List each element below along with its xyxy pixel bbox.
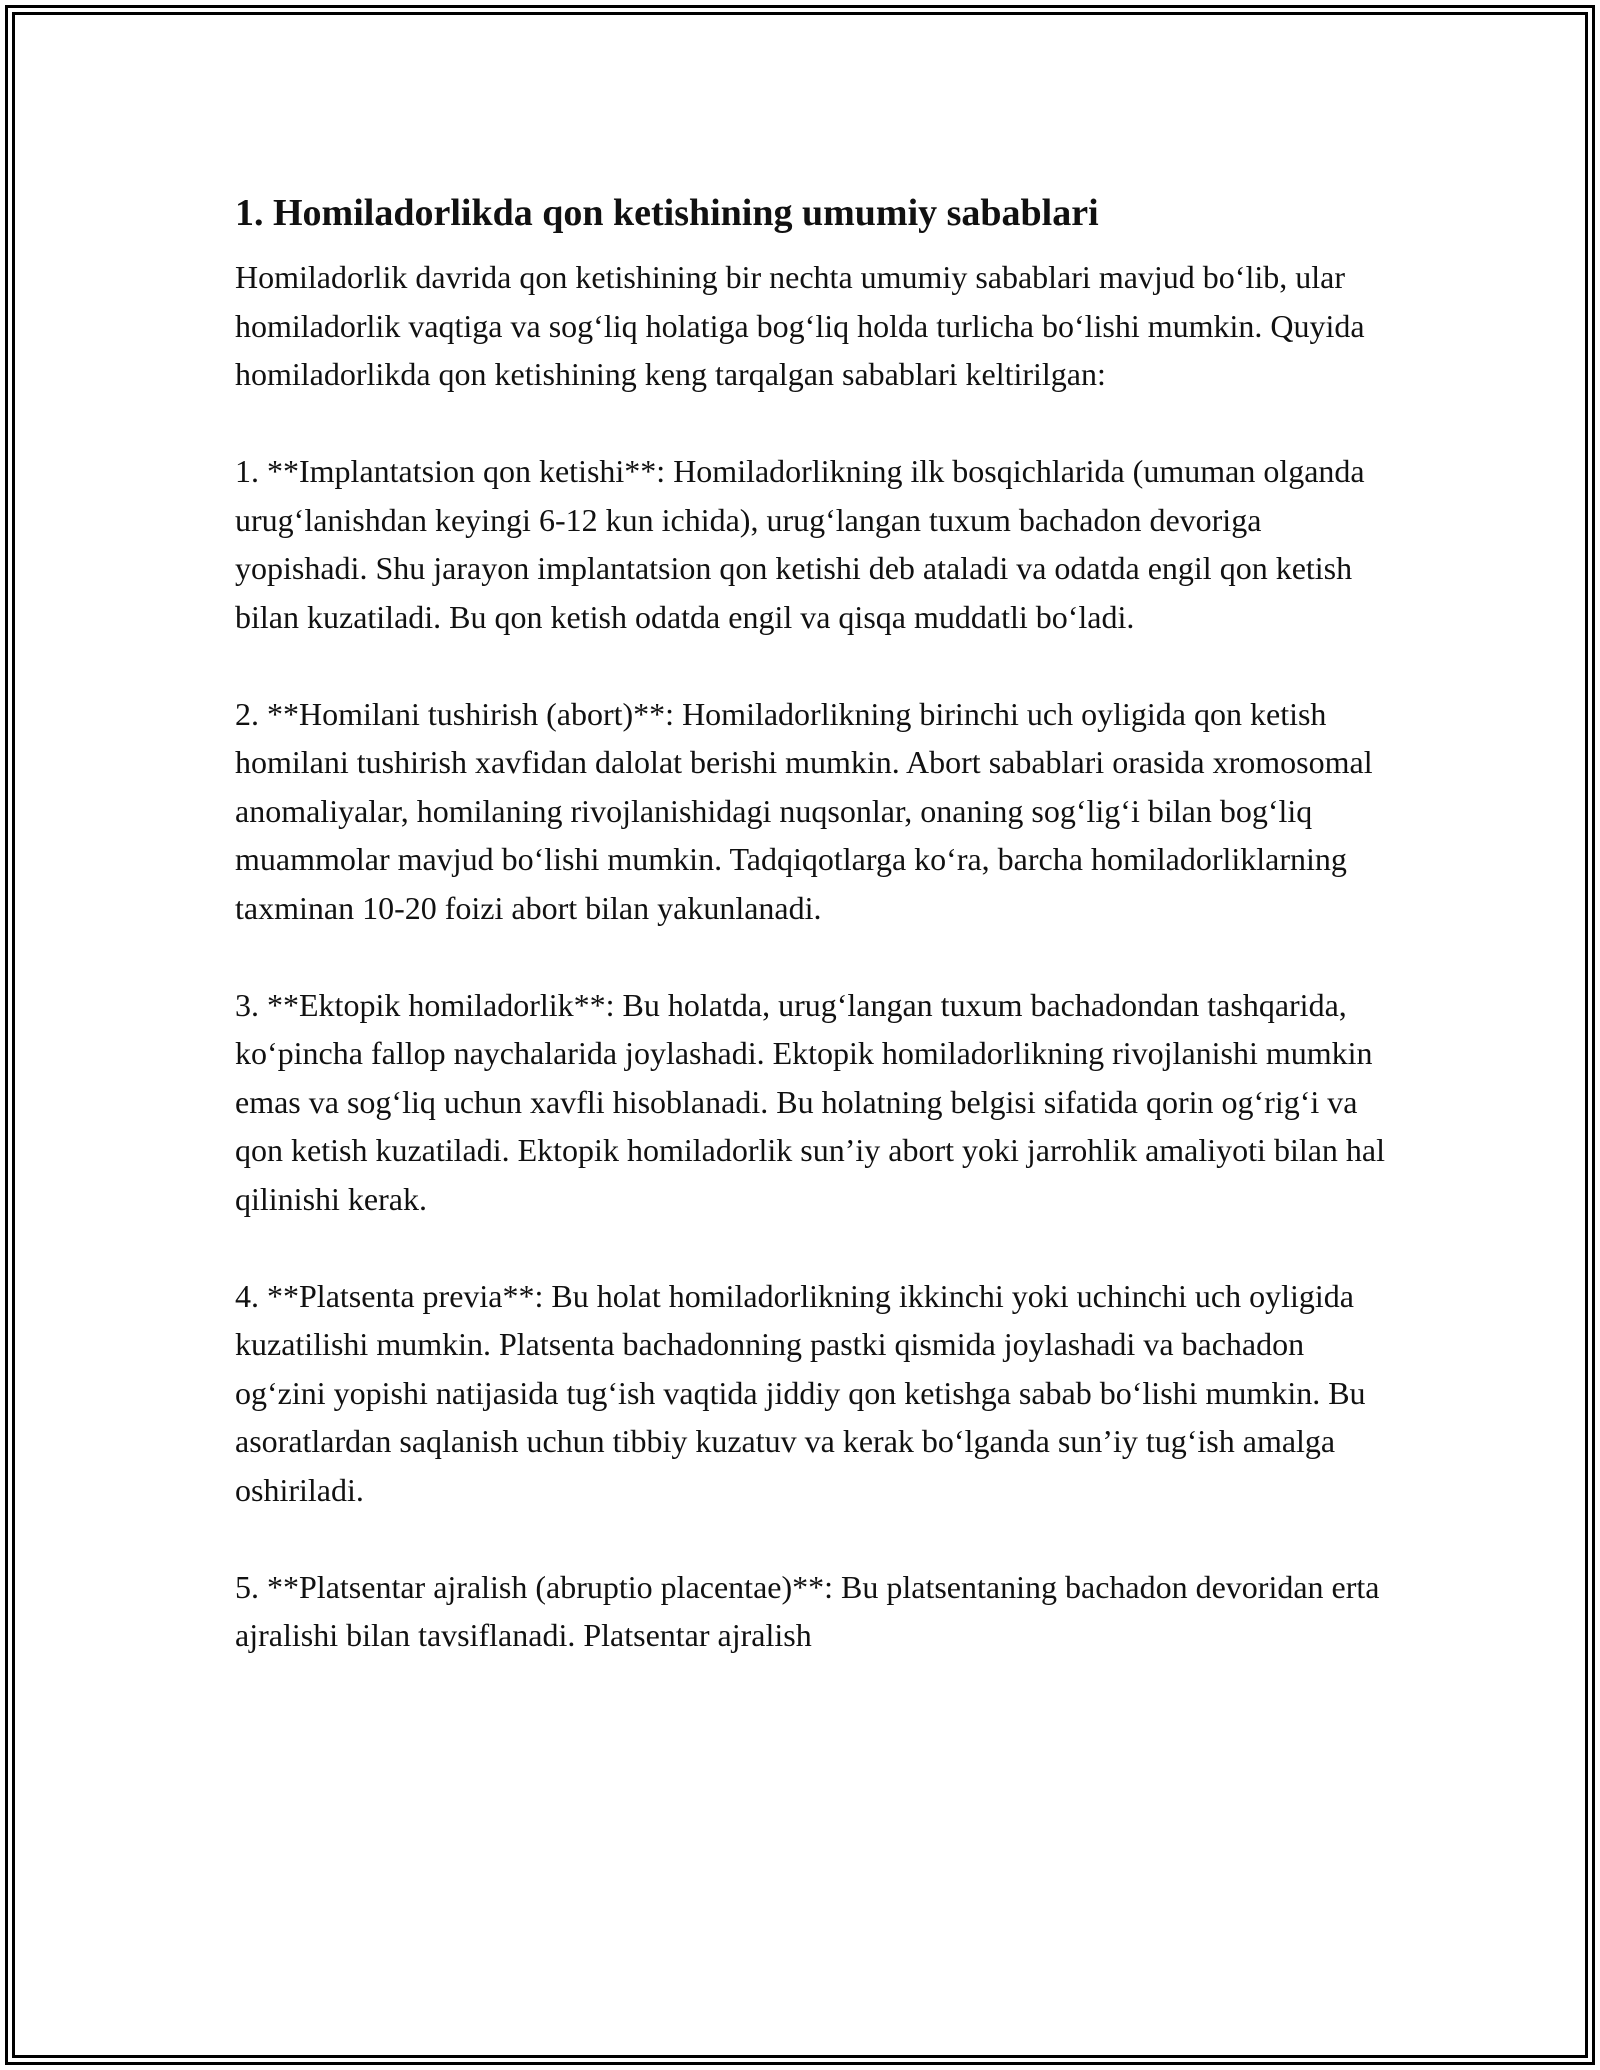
intro-paragraph: Homiladorlik davrida qon ketishining bir nechta umumiy sabablari mavjud bo‘lib, ular homiladorlik vaqtiga va sog‘liq holatiga bog‘liq holda turlicha bo‘lishi mumkin. Quyida homiladorlikda qon ketishining keng tarqalgan sabablari keltirilgan: xyxy=(235,259,1365,392)
list-item-ectopic-pregnancy: 3. **Ektopik homiladorlik**: Bu holatda, urug‘langan tuxum bachadondan tashqarida, ko‘pincha fallop naychalarida joylashadi. Ektopik homiladorlikning rivojlanishi mumkin emas va sog‘liq uchun xavfli hisoblanadi. Bu holatning belgisi sifatida qorin og‘rig‘i va qon ketish kuzatiladi. Ektopik homiladorlik sun’iy abort yoki jarrohlik amaliyoti bilan hal qilinishi kerak. xyxy=(235,986,1386,1217)
section-heading: 1. Homiladorlikda qon ketishining umumiy sabablari xyxy=(235,192,1099,234)
list-item-miscarriage: 2. **Homilani tushirish (abort)**: Homiladorlikning birinchi uch oyligida qon ketish homilani tushirish xavfidan dalolat berishi mumkin. Abort sabablari orasida xromosomal anomaliyalar, homilaning rivojlanishidagi nuqsonlar, onaning sog‘lig‘i bilan bog‘liq muammolar mavjud bo‘lishi mumkin. Tadqiqotlarga ko‘ra, barcha homiladorliklarning taxminan 10-20 foizi abort bilan yakunlanadi. xyxy=(235,695,1373,926)
document-body xyxy=(235,185,1385,1708)
list-item-implantation-bleeding: 1. **Implantatsion qon ketishi**: Homiladorlikning ilk bosqichlarida (umuman olganda urug‘lanishdan keyingi 6-12 kun ichida), urug‘langan tuxum bachadon devoriga yopishadi. Shu jarayon implantatsion qon ketishi deb ataladi va odatda engil qon ketish bilan kuzatiladi. Bu qon ketish odatda engil va qisqa muddatli bo‘ladi. xyxy=(235,453,1365,635)
list-item-placenta-previa: 4. **Platsenta previa**: Bu holat homiladorlikning ikkinchi yoki uchinchi uch oyligida kuzatilishi mumkin. Platsenta bachadonning pastki qismida joylashadi va bachadon og‘zini yopishi natijasida tug‘ish vaqtida jiddiy qon ketishga sabab bo‘lishi mumkin. Bu asoratlardan saqlanish uchun tibbiy kuzatuv va kerak bo‘lganda sun’iy tug‘ish amalga oshiriladi. xyxy=(235,1277,1366,1508)
list-item-placental-abruption: 5. **Platsentar ajralish (abruptio placentae)**: Bu platsentaning bachadon devoridan erta ajralishi bilan tavsiflanadi. Platsentar ajralish xyxy=(235,1568,1380,1653)
